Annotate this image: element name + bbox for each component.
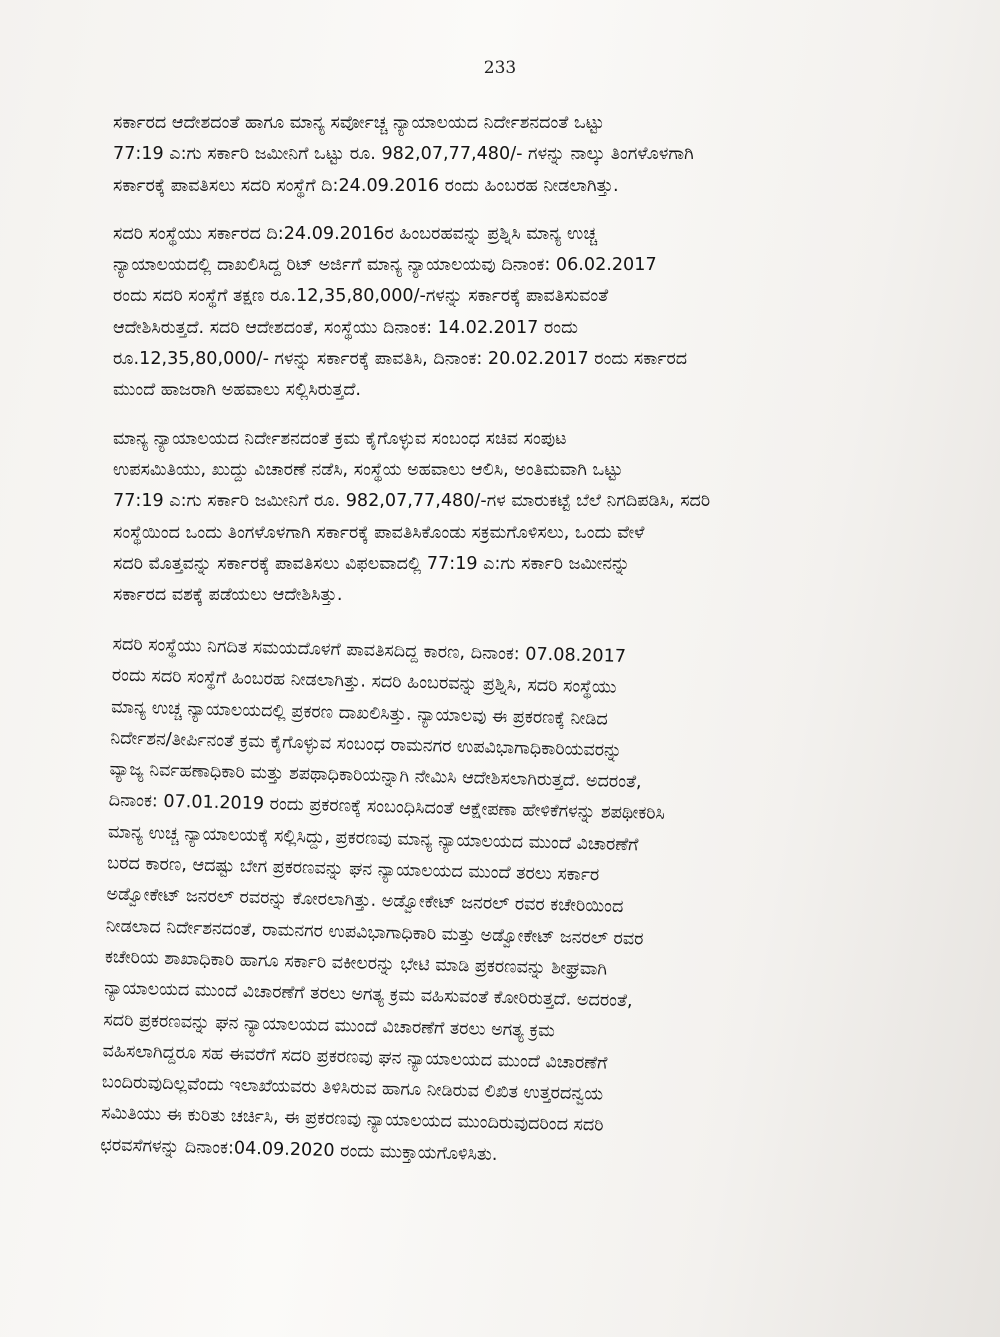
text-line: ರಂದು ಸದರಿ ಸಂಸ್ಥೆಗೆ ತಕ್ಷಣ ರೂ.12,35,80,000/-ಗಳನ್ನು ಸರ್ಕಾರಕ್ಕೆ ಪಾವತಿಸುವಂತೆ: [113, 286, 609, 307]
text-line: ವಹಿಸಲಾಗಿದ್ದರೂ ಸಹ ಈವರೆಗೆ ಸದರಿ ಪ್ರಕರಣವು ಘನ ನ್ಯಾಯಾಲಯದ ಮುಂದೆ ವಿಚಾರಣೆಗೆ: [102, 1041, 608, 1074]
text-line: ಮಾನ್ಯ ಉಚ್ಚ ನ್ಯಾಯಾಲಯಕ್ಕೆ ಸಲ್ಲಿಸಿದ್ದು, ಪ್ರಕರಣವು ಮಾನ್ಯ ನ್ಯಾಯಾಲಯದ ಮುಂದೆ ವಿಚಾರಣೆಗೆ: [107, 822, 639, 856]
paragraph-1: [55, 108, 855, 202]
text-line: ಸದರಿ ಮೊತ್ತವನ್ನು ಸರ್ಕಾರಕ್ಕೆ ಪಾವತಿಸಲು ವಿಫಲವಾದಲ್ಲಿ 77:19 ಎ:ಗು ಸರ್ಕಾರಿ ಜಮೀನನ್ನು: [113, 553, 630, 574]
text-line: ಮಾನ್ಯ ನ್ಯಾಯಾಲಯದ ನಿರ್ದೇಶನದಂತೆ ಕ್ರಮ ಕೈಗೊಳ್ಳುವ ಸಂಬಂಧ ಸಚಿವ ಸಂಪುಟ: [113, 428, 567, 449]
paragraph-2: [55, 219, 855, 407]
page-number: 233: [483, 58, 517, 78]
text-line: ಸರ್ಕಾರದ ವಶಕ್ಕೆ ಪಡೆಯಲು ಆದೇಶಿಸಿತ್ತು.: [113, 585, 343, 606]
text-line: ನ್ಯಾಯಾಲಯದ ಮುಂದೆ ವಿಚಾರಣೆಗೆ ತರಲು ಅಗತ್ಯ ಕ್ರಮ ವಹಿಸುವಂತೆ ಕೋರಿರುತ್ತದೆ. ಅದರಂತೆ,: [103, 979, 633, 1012]
text-line: ನ್ಯಾಯಾಲಯದಲ್ಲಿ ದಾಖಲಿಸಿದ್ದ ರಿಟ್ ಅರ್ಜಿಗೆ ಮಾನ್ಯ ನ್ಯಾಯಾಲಯವು ದಿನಾಂಕ: 06.02.2017: [113, 255, 657, 276]
text-line: ನಿರ್ದೇಶನ/ತೀರ್ಪಿನಂತೆ ಕ್ರಮ ಕೈಗೊಳ್ಳುವ ಸಂಬಂಧ ರಾಮನಗರ ಉಪವಿಭಾಗಾಧಿಕಾರಿಯವರನ್ನು: [110, 728, 623, 762]
text-line: ಸದರಿ ಪ್ರಕರಣವನ್ನು ಘನ ನ್ಯಾಯಾಲಯದ ಮುಂದೆ ವಿಚಾರಣೆಗೆ ತರಲು ಅಗತ್ಯ ಕ್ರಮ: [103, 1010, 556, 1042]
text-line: ಕಚೇರಿಯ ಶಾಖಾಧಿಕಾರಿ ಹಾಗೂ ಸರ್ಕಾರಿ ವಕೀಲರನ್ನು ಭೇಟಿ ಮಾಡಿ ಪ್ರಕರಣವನ್ನು ಶೀಘ್ರವಾಗಿ: [104, 947, 608, 981]
paragraph-3: [55, 424, 855, 612]
text-line: 77:19 ಎ:ಗು ಸರ್ಕಾರಿ ಜಮೀನಿಗೆ ಒಟ್ಟು ರೂ. 982,07,77,480/- ಗಳನ್ನು ನಾಲ್ಕು ತಿಂಗಳೊಳಗಾಗಿ: [113, 144, 694, 165]
text-line: ಸಂಸ್ಥೆಯಿಂದ ಒಂದು ತಿಂಗಳೊಳಗಾಗಿ ಸರ್ಕಾರಕ್ಕೆ ಪಾವತಿಸಿಕೊಂಡು ಸಕ್ರಮಗೊಳಿಸಲು, ಒಂದು ವೇಳೆ: [113, 522, 645, 543]
text-line: ನೀಡಲಾದ ನಿರ್ದೇಶನದಂತೆ, ರಾಮನಗರ ಉಪವಿಭಾಗಾಧಿಕಾರಿ ಮತ್ತು ಅಡ್ವೋಕೇಟ್ ಜನರಲ್ ರವರ: [105, 916, 644, 950]
text-line: ಸರ್ಕಾರದ ಆದೇಶದಂತೆ ಹಾಗೂ ಮಾನ್ಯ ಸರ್ವೋಚ್ಚ ನ್ಯಾಯಾಲಯದ ನಿರ್ದೇಶನದಂತೆ ಒಟ್ಟು: [113, 113, 605, 133]
text-line: 77:19 ಎ:ಗು ಸರ್ಕಾರಿ ಜಮೀನಿಗೆ ರೂ. 982,07,77,480/-ಗಳ ಮಾರುಕಟ್ಟೆ ಬೆಲೆ ನಿಗದಿಪಡಿಸಿ, ಸದರಿ: [113, 491, 711, 512]
text-line: ಉಪಸಮಿತಿಯು, ಖುದ್ದು ವಿಚಾರಣೆ ನಡೆಸಿ, ಸಂಸ್ಥೆಯ ಅಹವಾಲು ಆಲಿಸಿ, ಅಂತಿಮವಾಗಿ ಒಟ್ಟು: [113, 459, 623, 480]
document-body: [55, 108, 855, 1178]
text-line: ಮಾನ್ಯ ಉಚ್ಚ ನ್ಯಾಯಾಲಯದಲ್ಲಿ ಪ್ರಕರಣ ದಾಖಲಿಸಿತ್ತು. ನ್ಯಾಯಾಲವು ಈ ಪ್ರಕರಣಕ್ಕೆ ನೀಡಿದ: [110, 697, 609, 730]
text-line: ಮುಂದೆ ಹಾಜರಾಗಿ ಅಹವಾಲು ಸಲ್ಲಿಸಿರುತ್ತದೆ.: [113, 380, 361, 401]
text-line: ಸಮಿತಿಯು ಈ ಕುರಿತು ಚರ್ಚಿಸಿ, ಈ ಪ್ರಕರಣವು ನ್ಯಾಯಾಲಯದ ಮುಂದಿರುವುದರಿಂದ ಸದರಿ: [100, 1104, 604, 1137]
text-line: ಸರ್ಕಾರಕ್ಕೆ ಪಾವತಿಸಲು ಸದರಿ ಸಂಸ್ಥೆಗೆ ದಿ:24.09.2016 ರಂದು ಹಿಂಬರಹ ನೀಡಲಾಗಿತ್ತು.: [113, 175, 619, 196]
text-line: ಆದೇಶಿಸಿರುತ್ತದೆ. ಸದರಿ ಆದೇಶದಂತೆ, ಸಂಸ್ಥೆಯು ದಿನಾಂಕ: 14.02.2017 ರಂದು: [113, 317, 579, 338]
text-line: ಬಂದಿರುವುದಿಲ್ಲವೆಂದು ಇಲಾಖೆಯವರು ತಿಳಿಸಿರುವ ಹಾಗೂ ನೀಡಿರುವ ಲಿಖಿತ ಉತ್ತರದನ್ವಯ: [101, 1072, 604, 1106]
text-line: ಸದರಿ ಸಂಸ್ಥೆಯು ನಿಗದಿತ ಸಮಯದೊಳಗೆ ಪಾವತಿಸದಿದ್ದ ಕಾರಣ, ದಿನಾಂಕ: 07.08.2017: [112, 634, 627, 668]
text-line: ಸದರಿ ಸಂಸ್ಥೆಯು ಸರ್ಕಾರದ ದಿ:24.09.2016ರ ಹಿಂಬರಹವನ್ನು ಪ್ರಶ್ನಿಸಿ ಮಾನ್ಯ ಉಚ್ಚ: [113, 223, 598, 244]
paragraph-4: [42, 628, 855, 1179]
text-line: ದಿನಾಂಕ: 07.01.2019 ರಂದು ಪ್ರಕರಣಕ್ಕೆ ಸಂಬಂಧಿಸಿದಂತೆ ಆಕ್ಷೇಪಣಾ ಹೇಳಿಕೆಗಳನ್ನು ಶಪಥೀಕರಿಸಿ: [108, 791, 666, 825]
text-line: ಬರದ ಕಾರಣ, ಆದಷ್ಟು ಬೇಗ ಪ್ರಕರಣವನ್ನು ಘನ ನ್ಯಾಯಾಲಯದ ಮುಂದೆ ತರಲು ಸರ್ಕಾರ: [107, 853, 600, 886]
text-line: ಅಡ್ವೋಕೇಟ್ ಜನರಲ್ ರವರನ್ನು ಕೋರಲಾಗಿತ್ತು. ಅಡ್ವೋಕೇಟ್ ಜನರಲ್ ರವರ ಕಚೇರಿಯಿಂದ: [106, 885, 624, 918]
text-line: ರಂದು ಸದರಿ ಸಂಸ್ಥೆಗೆ ಹಿಂಬರಹ ನೀಡಲಾಗಿತ್ತು. ಸದರಿ ಹಿಂಬರವನ್ನು ಪ್ರಶ್ನಿಸಿ, ಸದರಿ ಸಂಸ್ಥೆಯು: [111, 666, 617, 699]
text-line: ರೂ.12,35,80,000/- ಗಳನ್ನು ಸರ್ಕಾರಕ್ಕೆ ಪಾವತಿಸಿ, ದಿನಾಂಕ: 20.02.2017 ರಂದು ಸರ್ಕಾರದ: [113, 349, 688, 370]
text-line: ಛರವಸೆಗಳನ್ನು ದಿನಾಂಕ:04.09.2020 ರಂದು ಮುಕ್ತಾಯಗೊಳಿಸಿತು.: [100, 1135, 498, 1166]
text-line: ವ್ಯಾಜ್ಯ ನಿರ್ವಹಣಾಧಿಕಾರಿ ಮತ್ತು ಶಪಥಾಧಿಕಾರಿಯನ್ನಾಗಿ ನೇಮಿಸಿ ಆದೇಶಿಸಲಾಗಿರುತ್ತದೆ. ಅದರಂತೆ,: [109, 760, 642, 794]
